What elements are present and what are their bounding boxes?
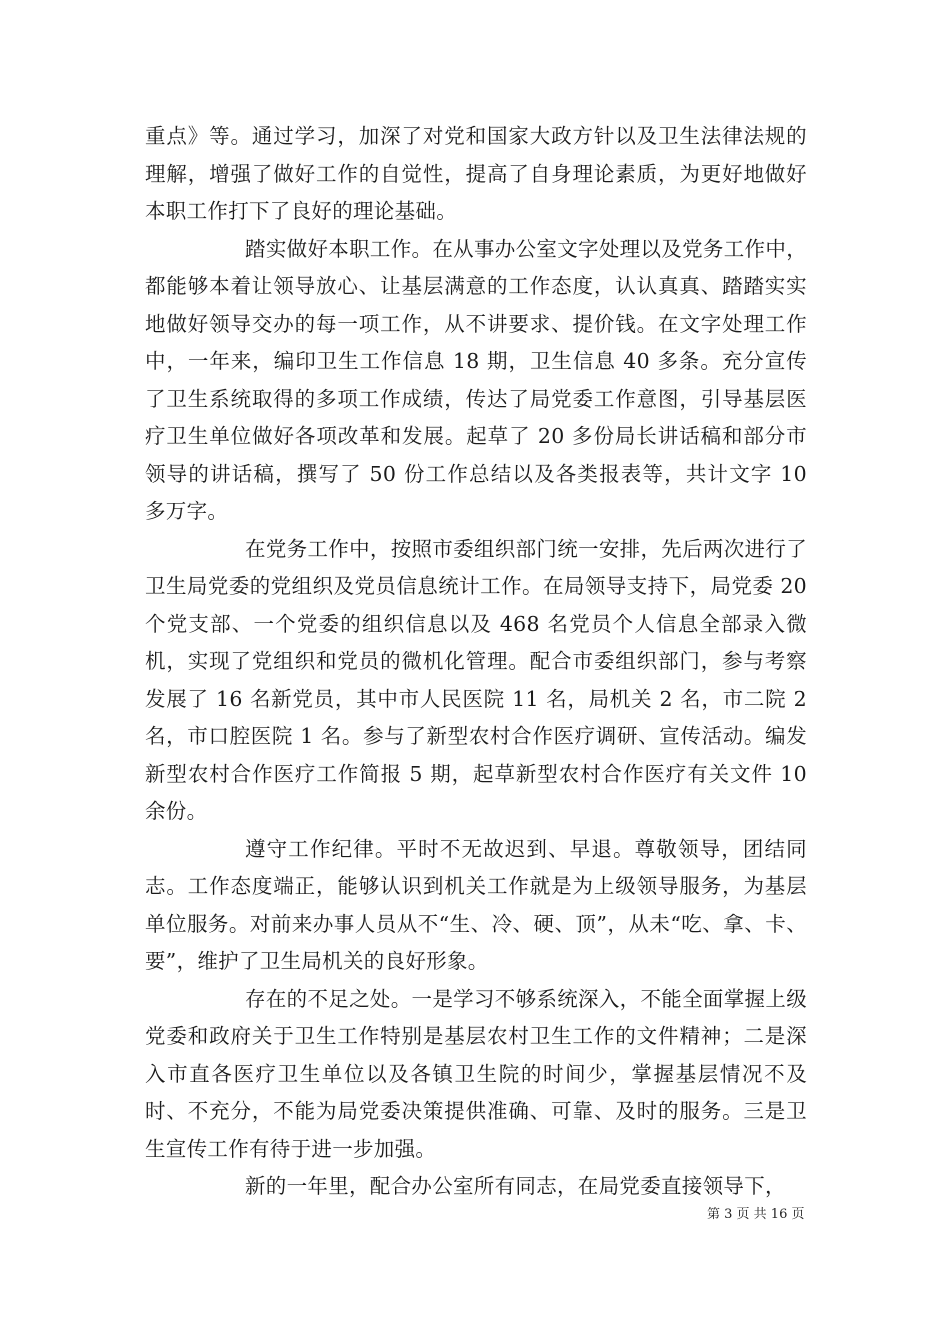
- paragraph-4: 遵守工作纪律。平时不无故迟到、早退。尊敬领导，团结同志。工作态度端正，能够认识到机关工作就是为上级领导服务，为基层单位服务。对前来办事人员从不“生、冷、硬、顶”，从未“吃、拿、卡、要”，维护了卫生局机关的良好形象。: [145, 836, 807, 973]
- paragraph-1: 重点》等。通过学习，加深了对党和国家大政方针以及卫生法律法规的理解，增强了做好工作的自觉性，提高了自身理论素质，为更好地做好本职工作打下了良好的理论基础。: [145, 124, 807, 223]
- paragraph-6: 新的一年里，配合办公室所有同志，在局党委直接领导下，: [245, 1174, 786, 1198]
- page-number: 第 3 页 共 16 页: [707, 1207, 805, 1222]
- paragraph-5: 存在的不足之处。一是学习不够系统深入，不能全面掌握上级党委和政府关于卫生工作特别是基层农村卫生工作的文件精神；二是深入市直各医疗卫生单位以及各镇卫生院的时间少，掌握基层情况不及时、不充分，不能为局党委决策提供准确、可靠、及时的服务。三是卫生宣传工作有待于进一步加强。: [145, 986, 807, 1161]
- paragraph-3: 在党务工作中，按照市委组织部门统一安排，先后两次进行了卫生局党委的党组织及党员信息统计工作。在局领导支持下，局党委 20 个党支部、一个党委的组织信息以及 468 名党员个人信息全部录入微机，实现了党组织和党员的微机化管理。配合市委组织部门，参与考察发展了 16 名新党员，其中市人民医院 11 名，局机关 2 名，市二院 2 名，市口腔医院 1 名。参与了新型农村合作医疗调研、宣传活动。编发新型农村合作医疗工作简报 5 期，起草新型农村合作医疗有关文件 10 余份。: [145, 536, 807, 823]
- document-body: [145, 118, 807, 1206]
- paragraph-2: 踏实做好本职工作。在从事办公室文字处理以及党务工作中，都能够本着让领导放心、让基层满意的工作态度，认认真真、踏踏实实地做好领导交办的每一项工作，从不讲要求、提价钱。在文字处理工作中，一年来，编印卫生工作信息 18 期，卫生信息 40 多条。充分宣传了卫生系统取得的多项工作成绩，传达了局党委工作意图，引导基层医疗卫生单位做好各项改革和发展。起草了 20 多份局长讲话稿和部分市领导的讲话稿，撰写了 50 份工作总结以及各类报表等，共计文字 10 多万字。: [145, 236, 807, 523]
